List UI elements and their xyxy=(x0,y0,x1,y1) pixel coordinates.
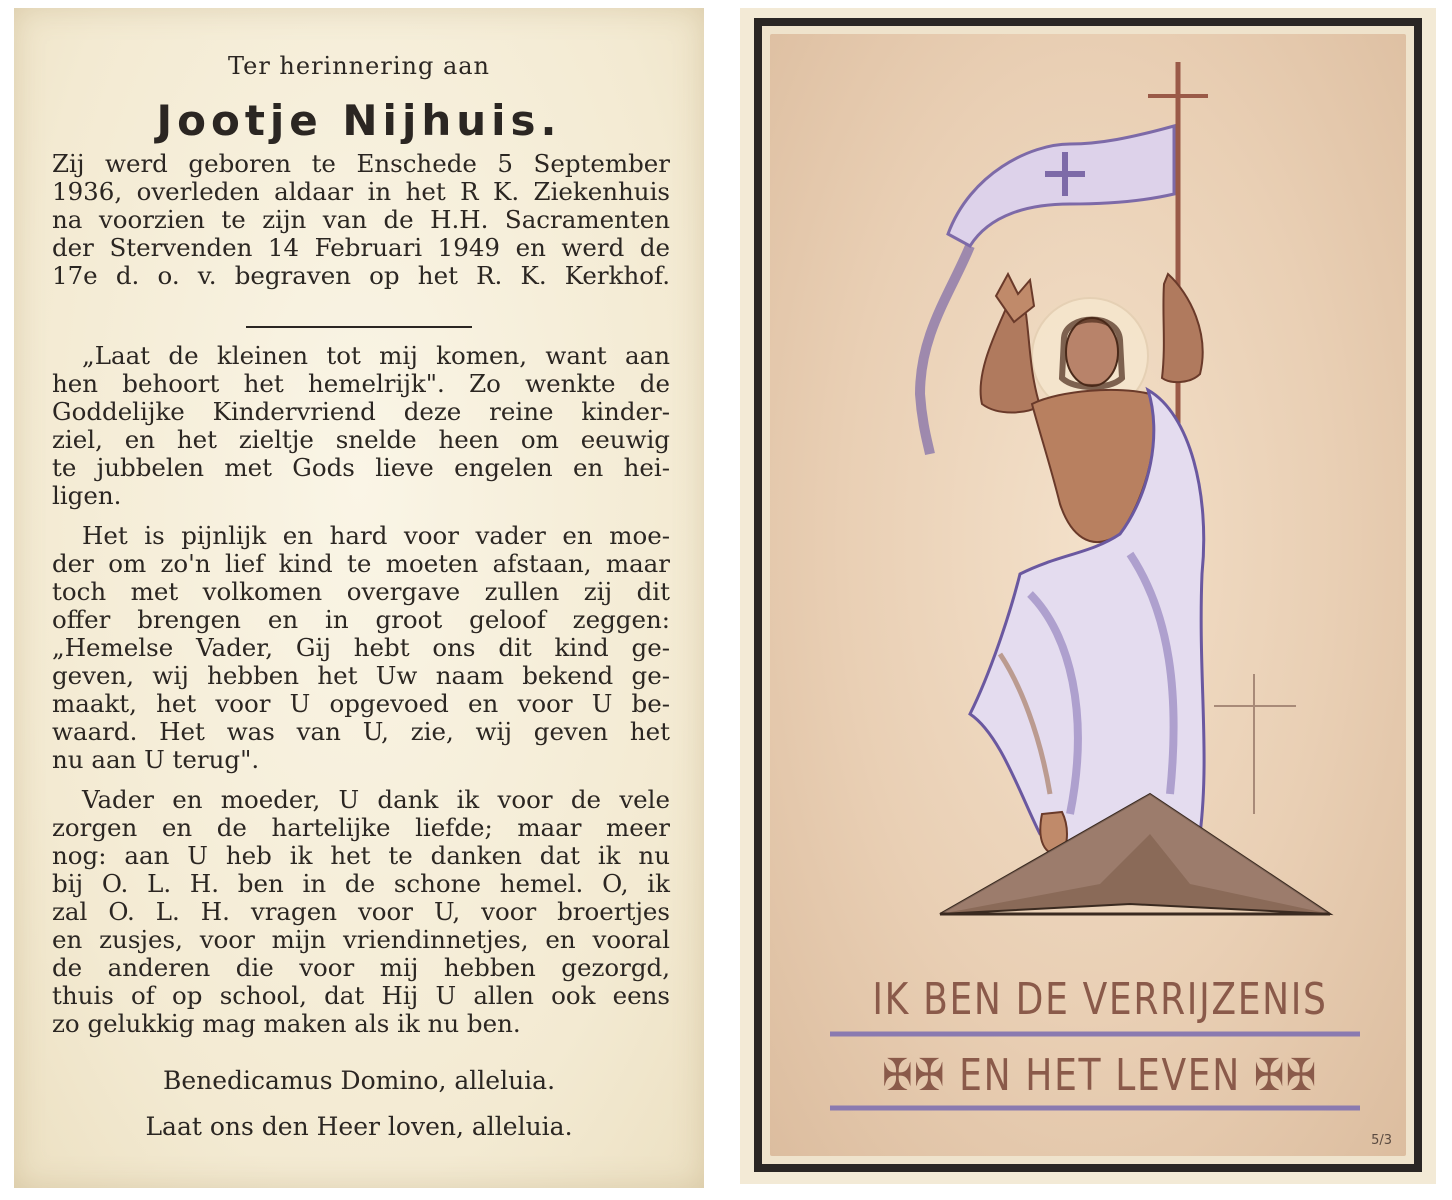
text-line: thuis of op school, dat Hij U allen ook eens xyxy=(52,981,670,1010)
text-line: ziel, en het zieltje snelde heen om eeuwig xyxy=(52,425,670,454)
bio-line: na voorzien te zijn van de H.H. Sacramenten xyxy=(52,205,670,234)
motto-line-2: ✠✠ EN HET LEVEN ✠✠ xyxy=(882,1050,1318,1101)
divider-rule xyxy=(246,326,472,328)
text-line: der om zo'n lief kind te moeten afstaan, maar xyxy=(52,549,670,578)
quote-paragraph xyxy=(52,342,670,510)
text-line: maakt, het voor U opgevoed en voor U be- xyxy=(52,689,670,718)
bio-line: 1936, overleden aldaar in het R K. Ziekenhuis xyxy=(52,177,670,206)
mourning-border xyxy=(754,18,1422,1172)
text-line: bij O. L. H. ben in de schone hemel. O, ik xyxy=(52,869,670,898)
bio-line: 17e d. o. v. begraven op het R. K. Kerkhof. xyxy=(52,261,670,290)
farewell-paragraph xyxy=(52,786,670,1038)
parents-paragraph xyxy=(52,522,670,774)
text-line: „Hemelse Vader, Gij hebt ons dit kind ge- xyxy=(52,633,670,662)
text-line: zorgen en de hartelijke liefde; maar meer xyxy=(52,813,670,842)
text-line: zo gelukkig mag maken als ik nu ben. xyxy=(52,1009,521,1038)
bio-paragraph xyxy=(52,150,670,290)
text-line: offer brengen en in groot geloof zeggen: xyxy=(52,605,670,634)
deceased-name: Jootje Nijhuis. xyxy=(156,96,562,145)
bio-line: der Stervenden 14 Februari 1949 en werd de xyxy=(52,233,670,262)
closing-line-1: Benedicamus Domino, alleluia. xyxy=(162,1066,556,1095)
print-mark: 5/3 xyxy=(1371,1133,1392,1148)
motto-line-1: IK BEN DE VERRIJZENIS xyxy=(872,974,1328,1025)
text-line: waard. Het was van U, zie, wij geven het xyxy=(52,717,670,746)
text-line: nog: aan U heb ik het te danken dat ik nu xyxy=(52,841,670,870)
text-line: Goddelijke Kindervriend deze reine kinder- xyxy=(52,397,670,426)
text-line: ligen. xyxy=(52,481,122,510)
text-line: de anderen die voor mij hebben gezorgd, xyxy=(52,953,670,982)
bio-line: Zij werd geboren te Enschede 5 September xyxy=(52,149,670,178)
text-line: nu aan U terug". xyxy=(52,745,260,774)
text-line: „Laat de kleinen tot mij komen, want aan xyxy=(82,341,670,370)
memorial-image-card xyxy=(740,8,1436,1184)
head-icon xyxy=(1066,318,1118,386)
background-cross-icon xyxy=(1214,674,1296,814)
text-line: toch met volkomen overgave zullen zij dit xyxy=(52,577,670,606)
memorial-text-card xyxy=(14,8,704,1188)
text-line: hen behoort het hemelrijk". Zo wenkte de xyxy=(52,369,670,398)
text-line: Het is pijnlijk en hard voor vader en moe- xyxy=(82,521,670,550)
text-line: te jubbelen met Gods lieve engelen en hei- xyxy=(52,453,670,482)
raised-hand-icon xyxy=(996,274,1034,322)
text-line: zal O. L. H. vragen voor U, voor broertjes xyxy=(52,897,670,926)
closing-line-2: Laat ons den Heer loven, alleluia. xyxy=(145,1112,573,1141)
illustration-panel xyxy=(770,34,1406,1156)
intro-heading: Ter herinnering aan xyxy=(227,52,491,80)
text-line: Vader en moeder, U dank ik voor de vele xyxy=(82,785,670,814)
text-line: en zusjes, voor mijn vriendinnetjes, en vooral xyxy=(52,925,670,954)
banner-icon xyxy=(948,126,1174,246)
text-line: geven, wij hebben het Uw naam bekend ge- xyxy=(52,661,670,690)
